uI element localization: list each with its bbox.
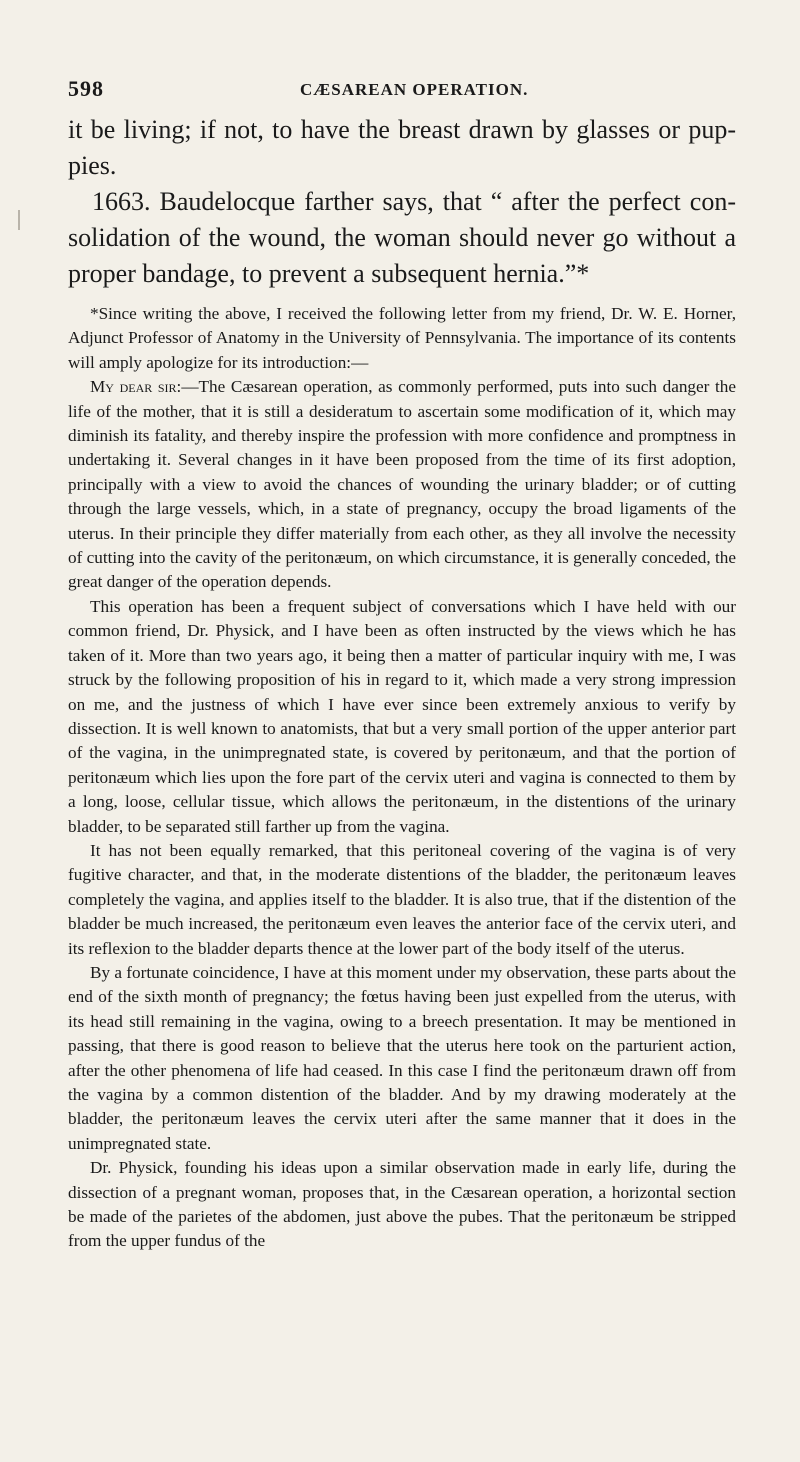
page-number: 598 — [68, 76, 104, 101]
footnote-letter-opening — [68, 375, 736, 595]
footnote-paragraph: By a fortunate coincidence, I have at this moment under my observation, these parts about the end of the sixth month of pregnancy; the fœtus having been just expelled from the uterus, with its head still remaining in the vagina, owing to a breech presentation. It may be mentioned in passing, that there is good reason to believe that the uterus here took on the parturient action, after the other phenomena of life had ceased. In this case I find the peritonæum drawn off from the vagina by a common distention of the bladder. And by my drawing moderately at the bladder, the peritonæum leaves the cervix uteri after the same manner that it does in the unimpregnated state. — [68, 962, 736, 1153]
footnote — [68, 302, 736, 1254]
main-paragraph-1663: 1663. Baudelocque farther says, that “ after the perfect consolidation of the wound, the woman should never go without a proper bandage, to prevent a subsequent hernia.”* — [68, 187, 736, 288]
running-title: CÆSAREAN OPERATION. — [300, 80, 529, 99]
footnote-paragraph: This operation has been a frequent subject of conversations which I have held with our common friend, Dr. Physick, and I have been as often instructed by the views which he has taken of it. More than two years ago, it being then a matter of particular inquiry with me, I was struck by the following proposition of his in regard to it, which made a very strong impression on me, and the justness of which I have ever since been extremely anxious to verify by dissection. It is well known to anatomists, that but a very small portion of the upper anterior part of the vagina, in the unimpregnated state, is covered by peritonæum, and that the portion of peritonæum which lies upon the fore part of the cervix uteri and vagina is connected to them by a long, loose, cellular tissue, which allows the peritonæum, in the distentions of the urinary bladder, to be separated still farther up from the vagina. — [68, 596, 736, 836]
main-text — [68, 112, 736, 292]
footnote-intro: *Since writing the above, I received the following letter from my friend, Dr. W. E. Horner, Adjunct Professor of Anatomy in the University of Pennsylvania. The importance of its contents will amply apologize for its introduction:— — [68, 304, 736, 372]
footnote-paragraph: Dr. Physick, founding his ideas upon a similar observation made in early life, during the dissection of a pregnant woman, proposes that, in the Cæsarean operation, a horizontal section be made of the parietes of the abdomen, just above the pubes. That the peritonæum be stripped from the upper fundus of the — [68, 1158, 736, 1251]
main-paragraph-continued: it be living; if not, to have the breast drawn by glasses or puppies. — [68, 115, 736, 180]
letter-salutation: My dear sir: — [90, 377, 182, 397]
margin-mark — [18, 210, 20, 230]
running-head — [68, 76, 736, 112]
footnote-paragraph: It has not been equally remarked, that this peritoneal covering of the vagina is of very fugitive character, and that, in the moderate distentions of the bladder, the peritonæum leaves completely the vagina, and applies itself to the bladder. It is also true, that if the distention of the bladder be much increased, the peritonæum even leaves the anterior face of the cervix uteri, and its reflexion to the bladder departs thence at the lower part of the body itself of the uterus. — [68, 840, 736, 958]
letter-opening-text: —The Cæsarean operation, as commonly performed, puts into such danger the life of the mother, that it is still a desideratum to ascertain some modification of it, which may diminish its fatality, and thereby inspire the profession with more confidence and promptness in undertaking it. Several changes in it have been proposed from the time of its first adoption, principally with a view to avoid the chances of wounding the urinary bladder; or of cutting through the large vessels, which, in a state of pregnancy, occupy the broad ligaments of the uterus. In their principle they differ materially from each other, as they all involve the necessity of cutting into the cavity of the peritonæum, on which circumstance, it is generally conceded, the great danger of the operation depends. — [68, 377, 736, 592]
